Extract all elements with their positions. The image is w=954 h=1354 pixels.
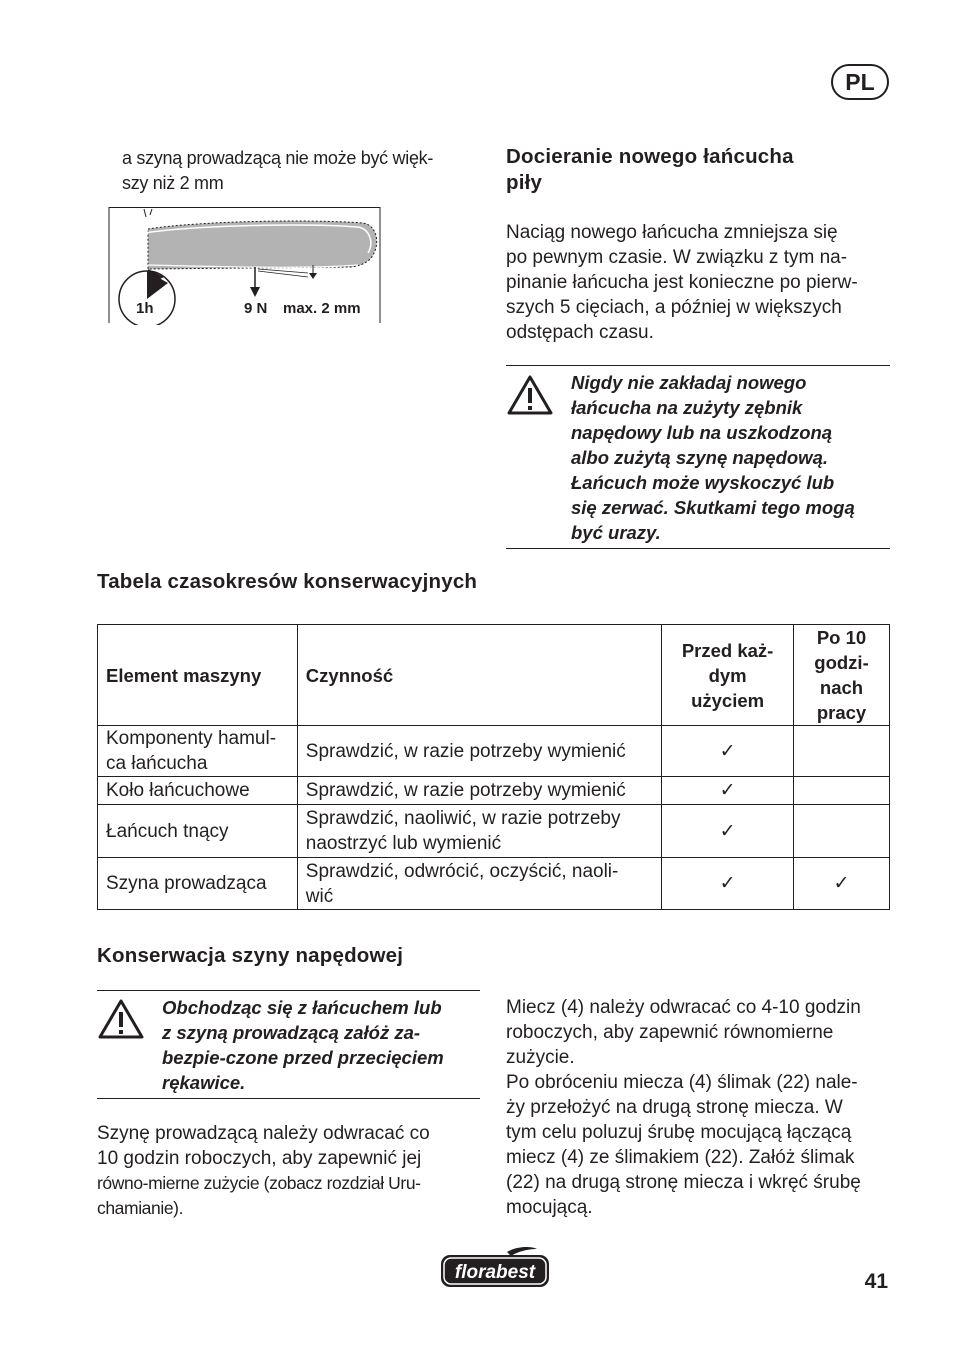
section-heading-break-in xyxy=(506,144,794,196)
cell-element xyxy=(98,726,298,777)
warning-text-chain xyxy=(571,370,891,545)
table-row xyxy=(98,777,890,805)
cell-action xyxy=(297,858,661,910)
cell-line: Sprawdzić, odwrócić, oczyścić, naoli- xyxy=(305,860,619,882)
florabest-logo-icon xyxy=(439,1246,551,1290)
page-number: 41 xyxy=(864,1270,888,1293)
cell-element xyxy=(98,805,298,858)
header-line: użyciem xyxy=(691,689,765,711)
paragraph-line: Szynę prowadzącą należy odwracać co xyxy=(97,1123,430,1144)
warning-line: Nigdy nie zakładaj nowego xyxy=(571,372,807,393)
warning-line: z szyną prowadzącą załóż za- xyxy=(162,1022,421,1043)
header-element: Element maszyny xyxy=(98,625,298,726)
brand-name: florabest xyxy=(454,1262,536,1283)
figure-label-1h: 1h xyxy=(136,300,154,317)
cell-before-use-check: ✓ xyxy=(662,726,794,777)
warning-line: bezpie-czone przed przecięciem xyxy=(162,1047,444,1068)
table-row xyxy=(98,726,890,777)
figure-label-force: 9 N xyxy=(244,300,268,317)
bar-turn-paragraph xyxy=(97,1121,482,1221)
warning-rule-bottom xyxy=(97,1098,480,1099)
intro-text xyxy=(122,146,433,196)
header-action: Czynność xyxy=(297,625,661,726)
warning-line: być urazy. xyxy=(571,522,661,543)
cell-after-10h-check xyxy=(794,726,890,777)
cell-line: Sprawdzić, naoliwić, w razie potrzeby xyxy=(305,808,621,829)
header-line: godzi- xyxy=(814,652,869,673)
header-before-use xyxy=(662,625,794,726)
language-code: PL xyxy=(845,68,875,95)
cell-before-use-check: ✓ xyxy=(662,858,794,910)
section-heading-bar-maintenance: Konserwacja szyny napędowej xyxy=(97,944,404,967)
cell-line: Łańcuch tnący xyxy=(106,820,229,842)
warning-line: łańcucha na zużyty zębnik xyxy=(571,397,803,418)
paragraph-line: pinanie łańcucha jest konieczne po pierw- xyxy=(506,272,858,293)
paragraph-line: ży przełożyć na drugą stronę miecza. W xyxy=(506,1097,843,1118)
cell-action xyxy=(297,805,661,858)
cell-line: Sprawdzić, w razie potrzeby wymienić xyxy=(305,780,626,801)
cell-action xyxy=(297,777,661,805)
paragraph-line: równo-mierne zużycie (zobacz rozdział Uru- xyxy=(97,1173,421,1193)
header-line: nach xyxy=(819,677,864,698)
paragraph-line: 10 godzin roboczych, aby zapewnić jej xyxy=(97,1148,422,1169)
heading-line: Docieranie nowego łańcucha xyxy=(506,145,794,168)
table-row xyxy=(98,805,890,858)
warning-rule-bottom xyxy=(506,548,890,549)
paragraph-line: chamianie). xyxy=(97,1198,184,1218)
paragraph-line: (22) na drugą stronę miecza i wkręć śrubę xyxy=(506,1172,861,1193)
warning-triangle-icon xyxy=(506,374,554,416)
warning-line: się zerwać. Skutkami tego mogą xyxy=(571,497,855,518)
warning-triangle-icon xyxy=(97,998,145,1040)
header-after-10h xyxy=(794,625,890,726)
warning-line: Obchodząc się z łańcuchem lub xyxy=(162,997,442,1018)
cell-after-10h-check xyxy=(794,777,890,805)
paragraph-line: po pewnym czasie. W związku z tym na- xyxy=(506,247,848,268)
break-in-paragraph xyxy=(506,220,891,345)
cell-element xyxy=(98,858,298,910)
header-line: Po 10 xyxy=(816,627,867,648)
sword-turn-paragraph xyxy=(506,995,896,1220)
cell-element xyxy=(98,777,298,805)
paragraph-line: odstępach czasu. xyxy=(506,322,654,343)
paragraph-line: miecz (4) ze ślimakiem (22). Załóż ślimak xyxy=(506,1147,855,1168)
header-line: pracy xyxy=(816,702,867,723)
section-heading-maintenance-table: Tabela czasokresów konserwacyjnych xyxy=(97,570,478,593)
brand-logo xyxy=(439,1246,551,1290)
table-row xyxy=(98,858,890,910)
language-badge xyxy=(831,64,889,100)
paragraph-line: Po obróceniu miecza (4) ślimak (22) nale- xyxy=(506,1072,858,1093)
paragraph-line: zużycie. xyxy=(506,1047,575,1068)
paragraph-line: roboczych, aby zapewnić równomierne xyxy=(506,1022,834,1043)
header-line: dym xyxy=(708,664,747,686)
paragraph-line: tym celu poluzuj śrubę mocującą łączącą xyxy=(506,1122,852,1143)
cell-line: wić xyxy=(305,885,334,907)
cell-before-use-check: ✓ xyxy=(662,805,794,858)
intro-line: a szyną prowadzącą nie może być więk- xyxy=(122,148,434,168)
heading-line: piły xyxy=(506,171,543,194)
warning-line: rękawice. xyxy=(162,1072,246,1093)
warning-line: albo zużytą szynę napędową. xyxy=(571,447,829,468)
table-header-row xyxy=(98,625,890,726)
maintenance-table xyxy=(97,624,890,910)
cell-line: Szyna prowadząca xyxy=(106,873,267,894)
paragraph-line: Miecz (4) należy odwracać co 4-10 godzin xyxy=(506,997,861,1018)
cell-after-10h-check xyxy=(794,805,890,858)
warning-text-gloves xyxy=(162,995,482,1095)
cell-line: Sprawdzić, w razie potrzeby wymienić xyxy=(305,740,626,762)
intro-line: szy niż 2 mm xyxy=(122,173,224,193)
cell-before-use-check: ✓ xyxy=(662,777,794,805)
chain-tension-figure xyxy=(108,207,382,325)
paragraph-line: mocującą. xyxy=(506,1197,593,1218)
warning-rule-top xyxy=(506,365,890,366)
paragraph-line: Naciąg nowego łańcucha zmniejsza się xyxy=(506,222,838,243)
header-line: Przed każ- xyxy=(681,639,774,661)
warning-rule-top xyxy=(97,990,480,991)
figure-label-max: max. 2 mm xyxy=(283,300,361,317)
cell-line: Komponenty hamul- xyxy=(106,728,277,749)
paragraph-line: szych 5 cięciach, a później w większych xyxy=(506,297,842,318)
cell-line: Koło łańcuchowe xyxy=(106,780,250,801)
warning-line: napędowy lub na uszkodzoną xyxy=(571,422,833,443)
cell-line: naostrzyć lub wymienić xyxy=(305,833,502,854)
cell-action xyxy=(297,726,661,777)
warning-line: Łańcuch może wyskoczyć lub xyxy=(571,472,835,493)
cell-after-10h-check: ✓ xyxy=(794,858,890,910)
cell-line: ca łańcucha xyxy=(106,753,208,774)
